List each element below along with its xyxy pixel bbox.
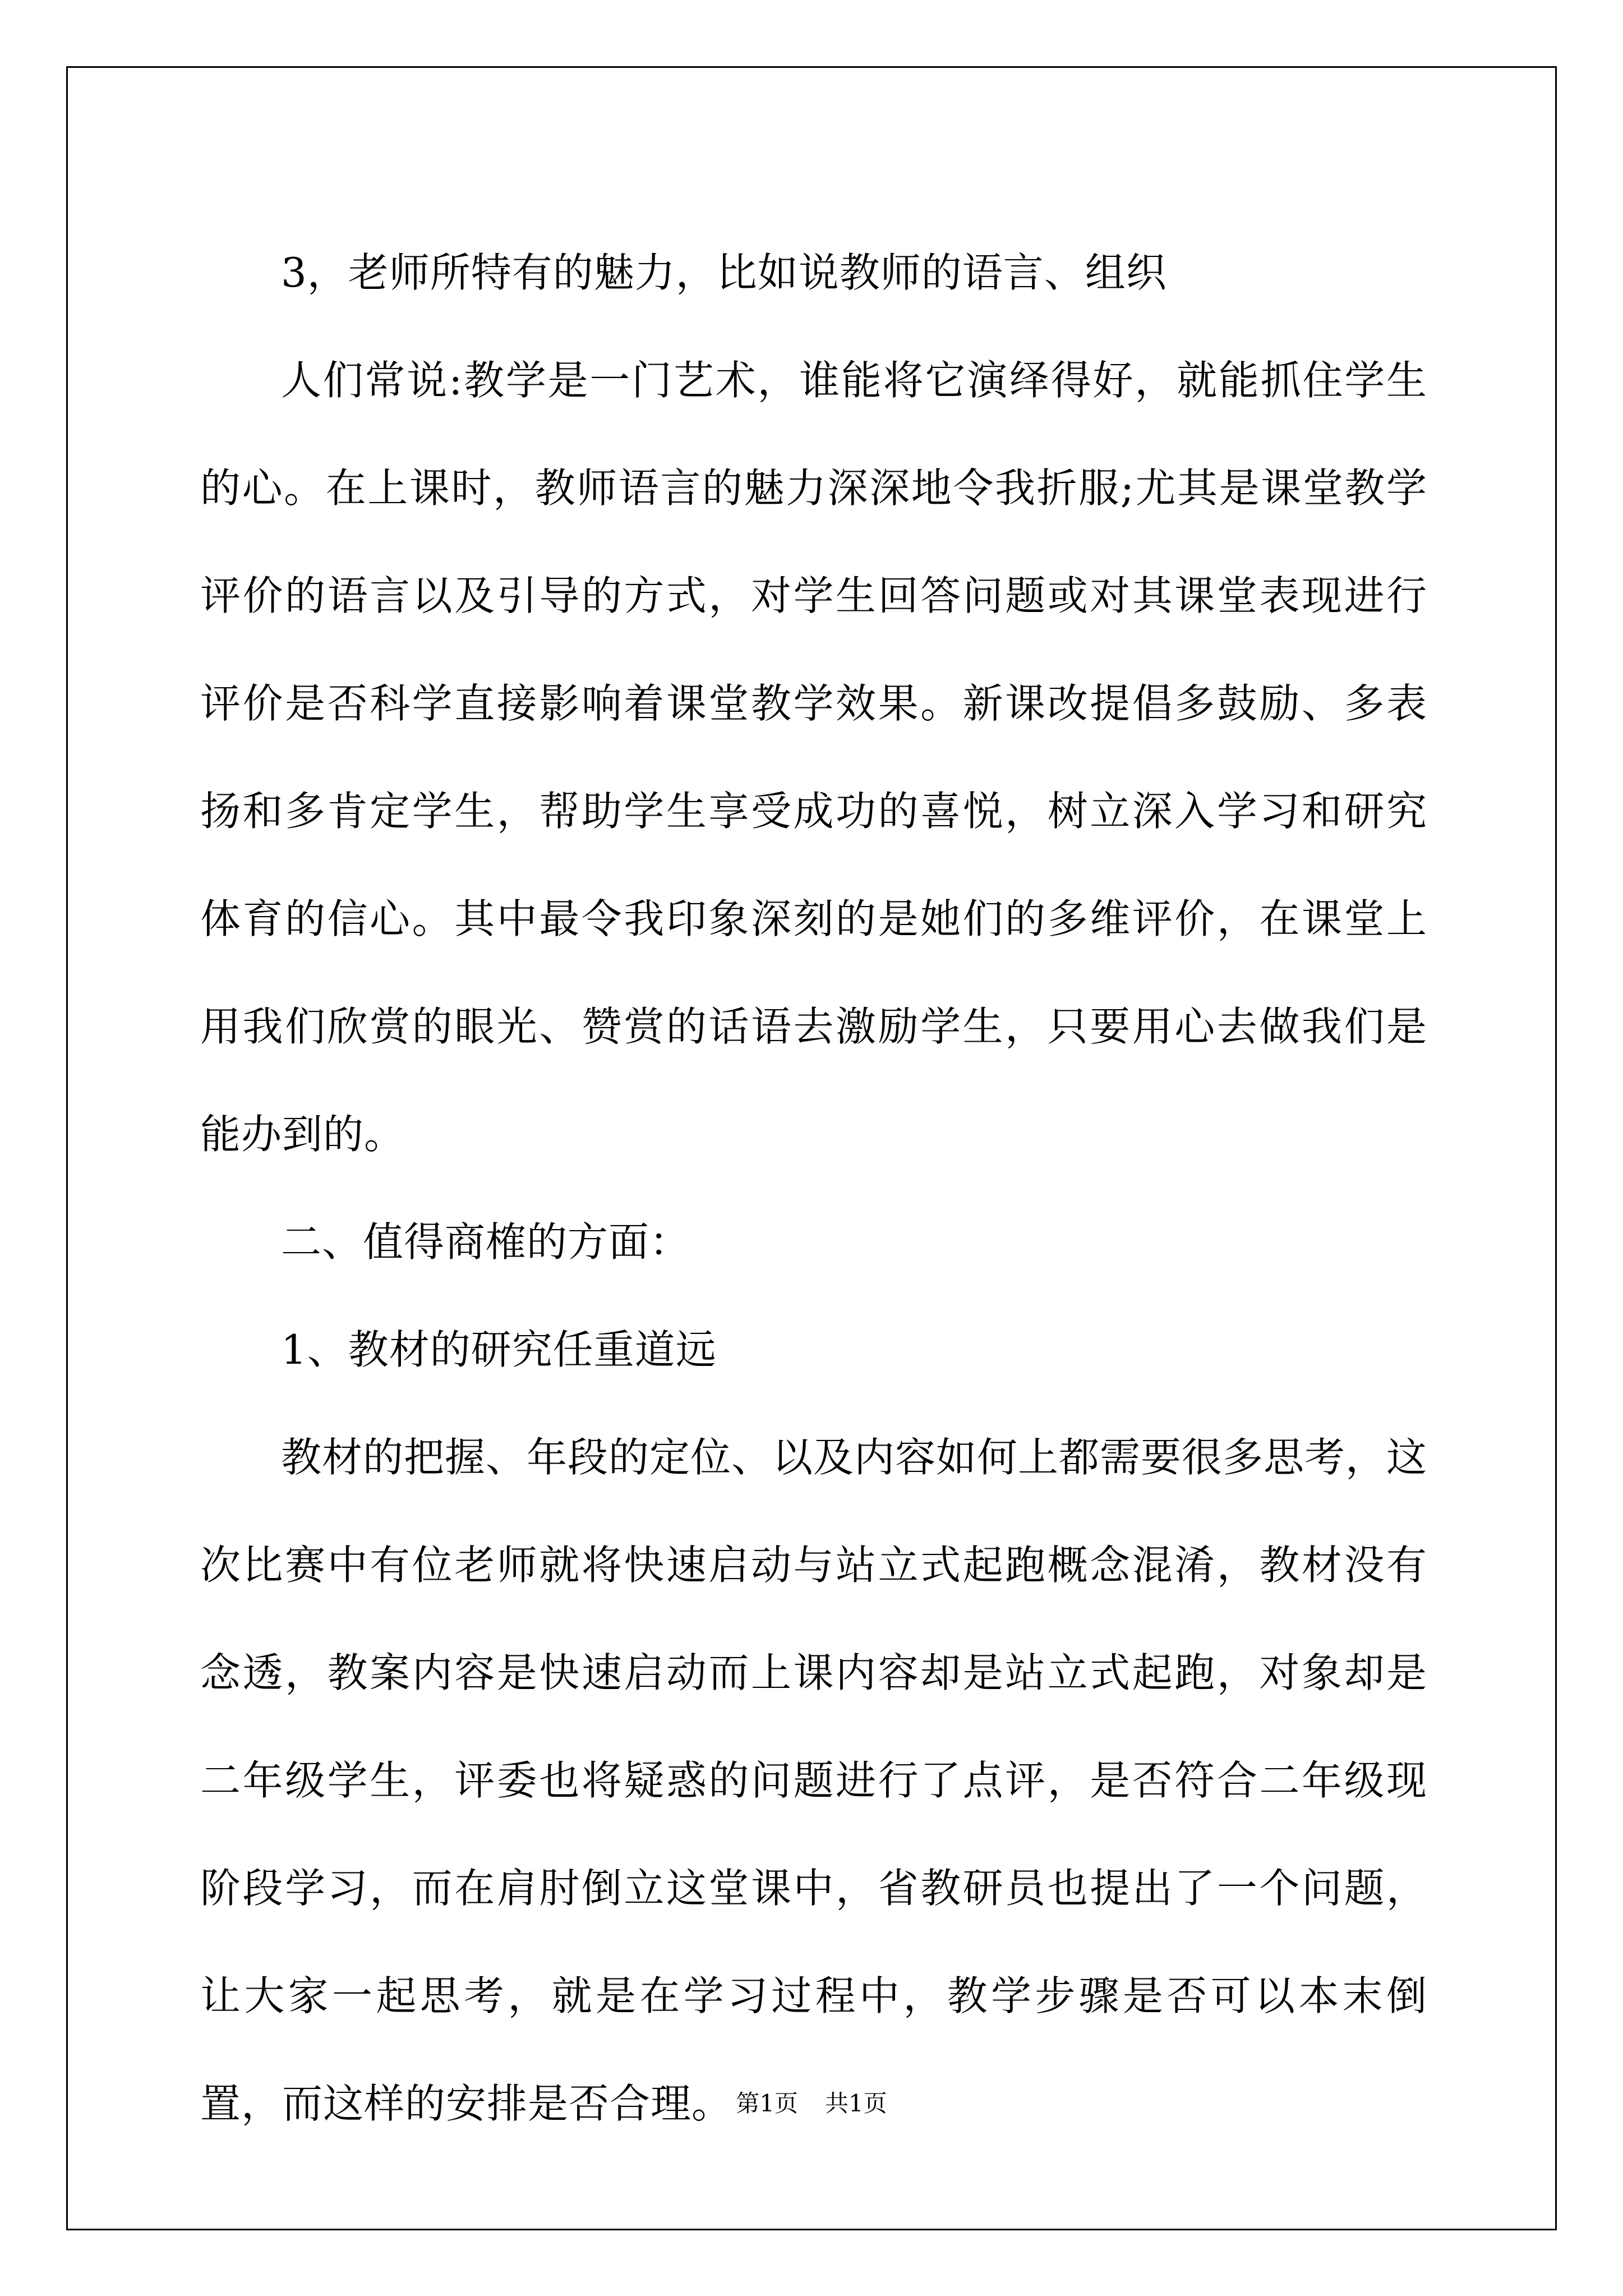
paragraph-section-heading: 二、值得商榷的方面：	[281, 1218, 691, 1266]
paragraph-point-3: 3，老师所特有的魅力，比如说教师的语言、组织	[281, 249, 1167, 296]
page-number-total: 共1页	[825, 2090, 887, 2117]
paragraph-point-1: 1、教材的研究任重道远	[281, 1326, 717, 1373]
paragraph-textbook-study: 教材的把握、年段的定位、以及内容如何上都需要很多思考，这次比赛中有位老师就将快速启动与站立式起跑概念混淆，教材没有念透，教案内容是快速启动而上课内容却是站立式起跑，对象却是二年级学生，评委也将疑惑的问题进行了点评，是否符合二年级现阶段学习，而在肩肘倒立这堂课中，省教研员也提出了一个问题，让大家一起思考，就是在学习过程中，教学步骤是否可以本末倒置，而这样的安排是否合理。	[200, 1434, 1428, 2127]
document-body	[200, 219, 1427, 2157]
page-footer	[0, 2087, 1623, 2120]
page-number-current: 第1页	[736, 2090, 798, 2117]
paragraph-teacher-language: 人们常说:教学是一门艺术，谁能将它演绎得好，就能抓住学生的心。在上课时，教师语言的魅力深深地令我折服;尤其是课堂教学评价的语言以及引导的方式，对学生回答问题或对其课堂表现进行评价是否科学直接影响着课堂教学效果。新课改提倡多鼓励、多表扬和多肯定学生，帮助学生享受成功的喜悦，树立深入学习和研究体育的信心。其中最令我印象深刻的是她们的多维评价，在课堂上用我们欣赏的眼光、赞赏的话语去激励学生，只要用心去做我们是能办到的。	[200, 357, 1427, 1158]
